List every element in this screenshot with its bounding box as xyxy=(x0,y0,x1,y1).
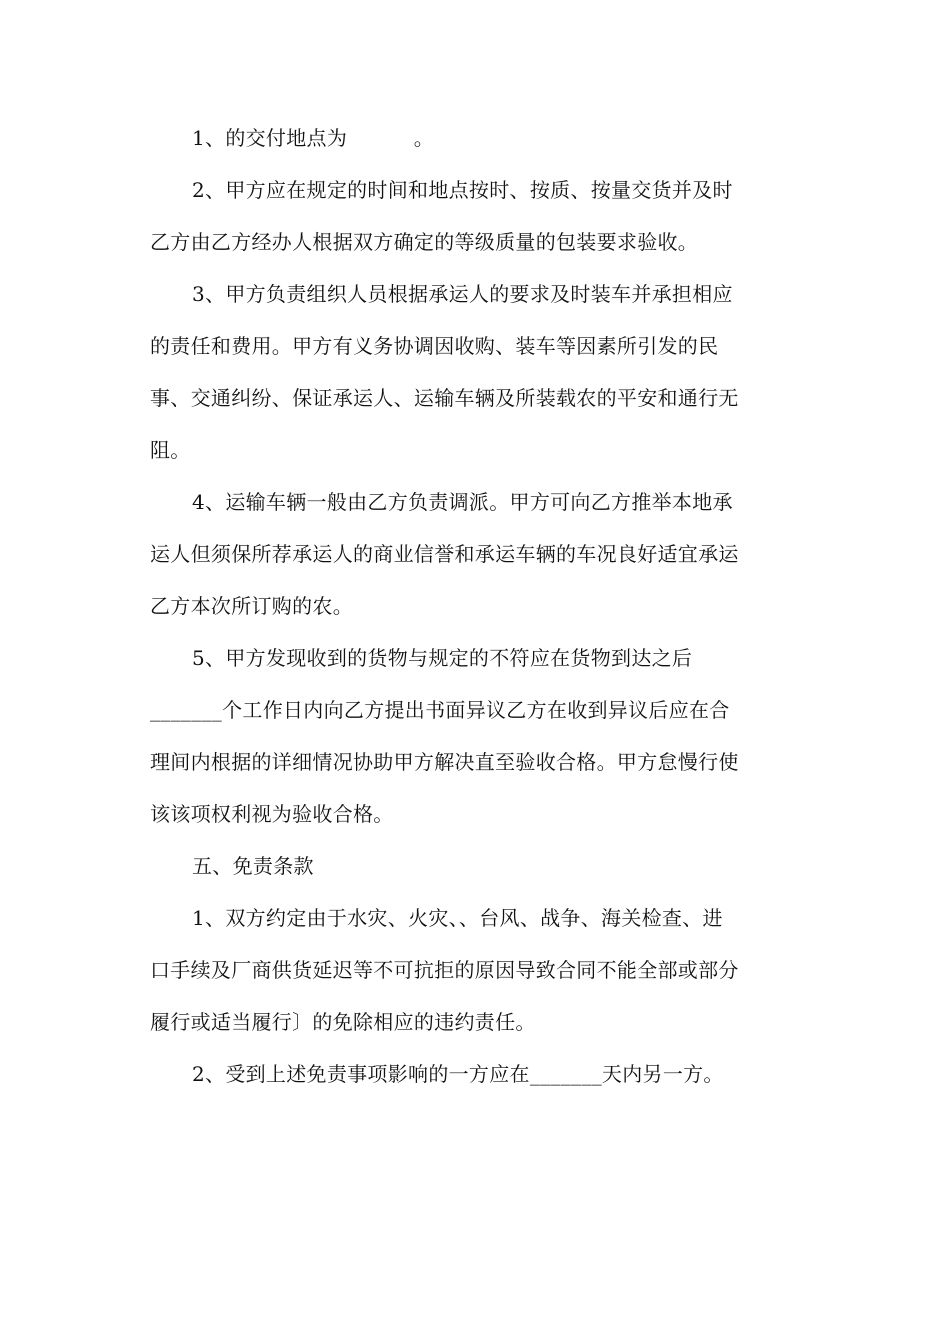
paragraph-line: 1、的交付地点为 。 xyxy=(192,126,434,150)
paragraph-line: 运人但须保所荐承运人的商业信誉和承运车辆的车况良好适宜承运 xyxy=(150,542,739,566)
paragraph-line: 1、双方约定由于水灾、火灾、、台风、战争、海关检查、进 xyxy=(192,906,723,930)
paragraph-line: 乙方本次所订购的农。 xyxy=(150,594,353,618)
document-body xyxy=(150,112,810,1100)
paragraph-line: 的责任和费用。甲方有义务协调因收购、装车等因素所引发的民 xyxy=(150,334,719,358)
paragraph-line: 阻。 xyxy=(150,438,191,462)
paragraph-line: 该该项权利视为验收合格。 xyxy=(150,802,394,826)
paragraph-line: _______个工作日内向乙方提出书面异议乙方在收到异议后应在合 xyxy=(150,698,730,722)
paragraph-line: 口手续及厂商供货延迟等不可抗拒的原因导致合同不能全部或部分 xyxy=(150,958,739,982)
section-heading: 五、免责条款 xyxy=(192,854,314,878)
paragraph-line: 2、受到上述免责事项影响的一方应在_______天内另一方。 xyxy=(192,1062,724,1086)
paragraph-line: 乙方由乙方经办人根据双方确定的等级质量的包装要求验收。 xyxy=(150,230,699,254)
paragraph-line: 4、运输车辆一般由乙方负责调派。甲方可向乙方推举本地承 xyxy=(192,490,733,514)
paragraph-line: 5、甲方发现收到的货物与规定的不符应在货物到达之后 xyxy=(192,646,693,670)
paragraph-line: 3、甲方负责组织人员根据承运人的要求及时装车并承担相应 xyxy=(192,282,733,306)
paragraph-line: 2、甲方应在规定的时间和地点按时、按质、按量交货并及时 xyxy=(192,178,733,202)
paragraph-line: 履行或适当履行〕的免除相应的违约责任。 xyxy=(150,1010,536,1034)
paragraph-line: 理间内根据的详细情况协助甲方解决直至验收合格。甲方怠慢行使 xyxy=(150,750,739,774)
paragraph-line: 事、交通纠纷、保证承运人、运输车辆及所装载农的平安和通行无 xyxy=(150,386,739,410)
